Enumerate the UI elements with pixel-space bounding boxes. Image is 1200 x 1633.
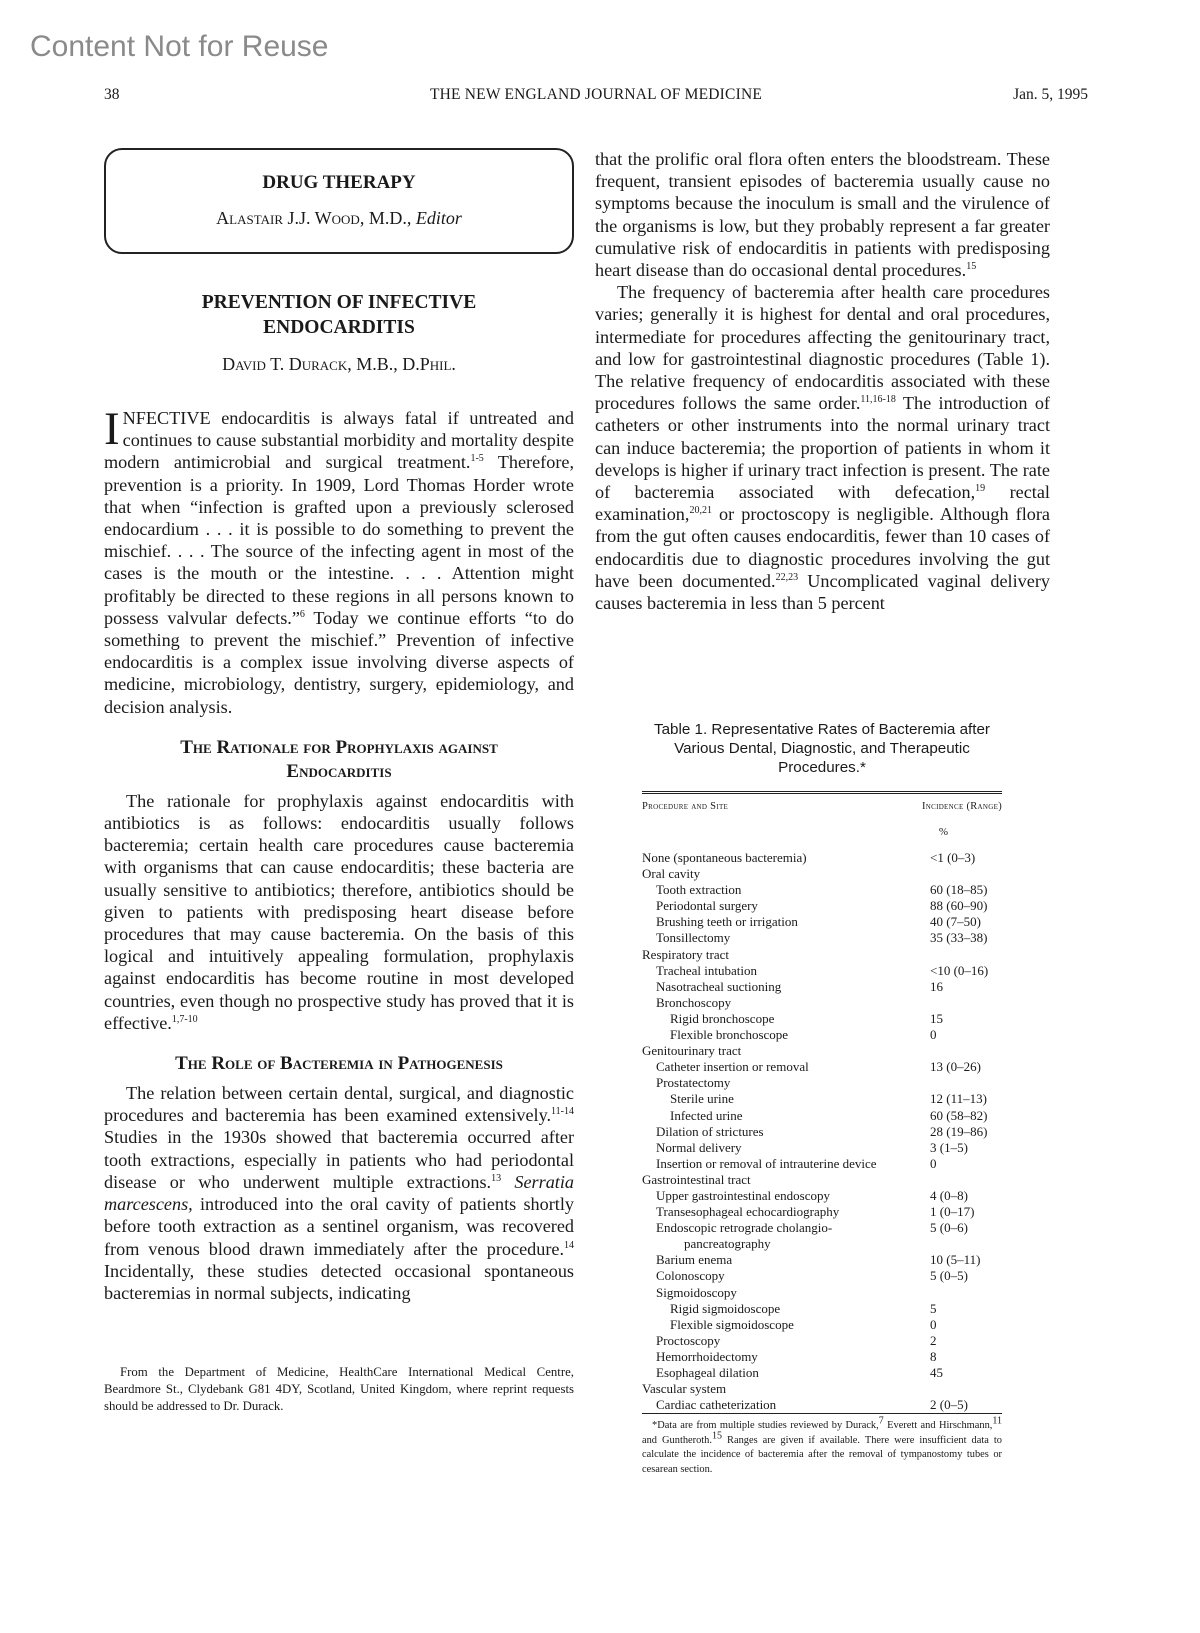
issue-date: Jan. 5, 1995 [1013, 86, 1088, 103]
citation: 6 [299, 608, 305, 620]
row-incidence: 16 [930, 978, 943, 994]
table-row [642, 1140, 1002, 1156]
table-row [642, 850, 1002, 866]
row-incidence: 13 (0–26) [930, 1059, 981, 1075]
left-column [104, 148, 574, 1415]
table-row [642, 1011, 1002, 1027]
row-procedure: Flexible bronchoscope [670, 1027, 789, 1043]
rationale-text: The rationale for prophylaxis against endocarditis with antibiotics is as follows: endocarditis usually follows bacteremia; certain health care procedures cause bacteremia with organisms that can cause endocarditis; these bacteria are usually sensitive to antibiotics; therefore, antibiotics should be given to patients with predisposing heart disease before procedures that may cause bacteremia. On the basis of this logical and intuitively appealing formulation, prophylaxis against endocarditis has become routine in most developed countries, even though no prospective study has proved that it is effective. [104, 790, 574, 1033]
table-row [642, 898, 1002, 914]
table-unit: % [938, 826, 948, 838]
table-body [642, 850, 1002, 1413]
row-procedure: Dilation of strictures [656, 1123, 764, 1139]
row-incidence: 0 [930, 1027, 937, 1043]
article-title-line2: ENDOCARDITIS [263, 317, 415, 338]
footnote-text-b: Everett and Hirschmann, [883, 1420, 993, 1432]
row-procedure: Normal delivery [656, 1139, 742, 1155]
row-incidence: 4 (0–8) [930, 1187, 968, 1203]
right-text-2b: The introduction of catheters or other instruments into the normal urinary tract can induce bacteremia; the proportion of patients in whom it develops is higher if urinary tract infection is present. The rate of bacteremia associated with defecation, [595, 393, 1050, 503]
row-procedure: None (spontaneous bacteremia) [642, 850, 807, 865]
bacteremia-text-3: introduced into the oral cavity of patients shortly before tooth extraction as a sentinel organism, was recovered from venous blood drawn immediately after the procedure. [104, 1194, 574, 1259]
bacteremia-paragraph [104, 1082, 574, 1304]
table-row [642, 866, 1002, 882]
intro-text-2: Therefore, prevention is a priority. In 1909, Lord Thomas Horder wrote that when “infection is grafted upon a previously sclerosed endocardium . . . it is possible to do something to prevent the mischief. . . . The source of the infecting agent in most of the cases is the mouth or the intestine. . . . Attention might profitably be directed to these regions in all persons known to possess valvular defects.” [104, 452, 574, 628]
table-row [642, 1027, 1002, 1043]
editor-role: Editor [415, 208, 462, 228]
bacteremia-text-4: Incidentally, these studies detected occasional spontaneous bacteremias in normal subjects, indicating [104, 1260, 574, 1303]
right-text-2a: The frequency of bacteremia after health care procedures varies; generally it is highest for dental and oral procedures, intermediate for procedures affecting the genitourinary tract, and low for gastrointestinal diagnostic procedures (Table 1). The relative frequency of endocarditis associated with these procedures follows the same order. [595, 282, 1050, 414]
running-header [104, 86, 1088, 110]
right-text-2c: rectal examination, [595, 482, 1050, 525]
row-incidence: 5 [930, 1300, 937, 1316]
table-row [642, 1075, 1002, 1091]
table-row [642, 882, 1002, 898]
editor-name: Alastair J.J. Wood, M.D., [216, 208, 412, 228]
row-procedure: Rigid bronchoscope [670, 1010, 775, 1026]
table-row [642, 1108, 1002, 1124]
table-row [642, 1220, 1002, 1236]
intro-text-3: Today we continue efforts “to do something to prevent the mischief.” Prevention of infective endocarditis is a complex issue involving diverse aspects of medicine, microbiology, dentistry, surgery, epidemiology, and decision analysis. [104, 607, 574, 717]
row-procedure: Tonsillectomy [656, 930, 731, 946]
row-procedure: Upper gastrointestinal endoscopy [656, 1187, 831, 1203]
table-row [642, 1285, 1002, 1301]
table-footnote [642, 1415, 1003, 1477]
footnote-text-c: and Guntheroth. [642, 1434, 712, 1446]
table-row [642, 1059, 1002, 1075]
author-affiliation: From the Department of Medicine, HealthCare International Medical Centre, Beardmore St., Clydebank G81 4DY, Scotland, United Kingdom, where reprint requests should be addressed to Dr. Durack. [104, 1365, 574, 1414]
row-incidence: 88 (60–90) [930, 898, 988, 914]
row-procedure: Tooth extraction [656, 882, 742, 898]
row-incidence: 0 [930, 1316, 937, 1332]
citation: 13 [491, 1172, 502, 1184]
table-row [642, 1236, 1002, 1252]
row-incidence: 45 [930, 1365, 943, 1380]
row-procedure: Bronchoscopy [656, 994, 732, 1010]
table-row [642, 963, 1002, 979]
section-heading-rationale [104, 736, 574, 784]
bacteremia-text-2: Studies in the 1930s showed that bacteremia occurred after tooth extractions, especially in patients who had periodontal disease or who underwent multiple extractions. [104, 1127, 574, 1192]
row-procedure: Prostatectomy [656, 1075, 731, 1091]
citation: 11 [992, 1415, 1003, 1427]
row-procedure: Gastrointestinal tract [642, 1171, 751, 1187]
article-author: David T. Durack, M.B., D.Phil. [222, 354, 456, 374]
row-procedure: pancreatography [684, 1236, 771, 1252]
frequency-paragraph [595, 281, 1050, 614]
citation: 11-14 [551, 1106, 574, 1118]
row-incidence: 2 (0–5) [930, 1397, 968, 1413]
row-procedure: Cardiac catheterization [656, 1397, 777, 1413]
row-procedure: Insertion or removal of intrauterine device [656, 1155, 877, 1171]
article-title [104, 290, 574, 340]
right-text-1: that the prolific oral flora often enters the bloodstream. These frequent, transient episodes of bacteremia usually cause no symptoms because the inoculum is small and the virulence of the organisms is low, but they probably represent a far greater cumulative risk of endocarditis in patients with predisposing heart disease than do occasional dental procedures. [595, 149, 1050, 281]
row-incidence: 60 (18–85) [930, 882, 988, 898]
journal-name: THE NEW ENGLAND JOURNAL OF MEDICINE [429, 86, 763, 103]
section-heading-line2: Endocarditis [286, 760, 392, 782]
citation: 11,16-18 [860, 394, 896, 406]
row-incidence: 5 (0–6) [930, 1220, 968, 1236]
table-row [642, 979, 1002, 995]
row-procedure: Genitourinary tract [642, 1043, 742, 1059]
row-procedure: Oral cavity [642, 866, 701, 882]
row-incidence: 10 (5–11) [930, 1252, 981, 1268]
row-procedure: Colonoscopy [656, 1268, 725, 1284]
row-incidence: 40 (7–50) [930, 914, 981, 930]
table-row [642, 1252, 1002, 1268]
column-header-incidence: Incidence (Range) [921, 801, 1002, 812]
right-text-2e: Uncomplicated vaginal delivery causes bacteremia in less than 5 percent [595, 570, 1050, 614]
page-number: 38 [104, 86, 120, 103]
table-row [642, 1397, 1002, 1413]
row-incidence: 3 (1–5) [930, 1139, 968, 1155]
citation: 1-5 [470, 453, 484, 465]
row-incidence: 35 (33–38) [930, 930, 988, 946]
row-incidence: <1 (0–3) [930, 850, 976, 865]
citation: 14 [564, 1239, 574, 1251]
feature-department: DRUG THERAPY [262, 172, 416, 193]
citation: 22,23 [775, 571, 799, 583]
feature-box [104, 148, 574, 254]
drop-cap: I [104, 403, 120, 455]
section-heading-bacteremia: The Role of Bacteremia in Pathogenesis [175, 1053, 503, 1075]
row-procedure: Barium enema [656, 1252, 733, 1268]
row-procedure: Sterile urine [670, 1091, 734, 1107]
intro-paragraph [104, 403, 574, 718]
table-row [642, 1156, 1002, 1172]
row-procedure: Proctoscopy [656, 1332, 721, 1348]
row-incidence: 0 [930, 1155, 937, 1171]
row-incidence: 1 (0–17) [930, 1204, 975, 1220]
row-incidence: 60 (58–82) [930, 1107, 988, 1123]
row-procedure: Esophageal dilation [656, 1365, 759, 1380]
row-procedure: Periodontal surgery [656, 898, 758, 914]
row-procedure: Hemorrhoidectomy [656, 1348, 758, 1364]
table-1 [642, 720, 1002, 1478]
intro-text-1: NFECTIVE endocarditis is always fatal if untreated and continues to cause substantial morbidity and mortality despite modern antimicrobial and surgical treatment. [104, 408, 574, 473]
table-row [642, 1268, 1002, 1284]
section-heading-line1: The Rationale for Prophylaxis against [180, 736, 498, 758]
citation: 15 [966, 260, 977, 272]
table-title: Table 1. Representative Rates of Bacteremia after Various Dental, Diagnostic, and Therapeutic Procedures.* [654, 721, 990, 776]
table-row [642, 930, 1002, 946]
table-row [642, 1301, 1002, 1317]
column-header-procedure: Procedure and Site [642, 801, 729, 812]
row-procedure: Brushing teeth or irrigation [656, 914, 798, 930]
row-procedure: Respiratory tract [642, 946, 729, 962]
table-row [642, 1043, 1002, 1059]
row-incidence: <10 (0–16) [930, 962, 989, 978]
row-procedure: Rigid sigmoidoscope [670, 1300, 781, 1316]
watermark: Content Not for Reuse [30, 30, 329, 63]
citation: 19 [975, 482, 986, 494]
table-row [642, 1124, 1002, 1140]
table-row [642, 1333, 1002, 1349]
table-row [642, 914, 1002, 930]
right-column [595, 148, 1050, 614]
feature-editor [106, 208, 572, 229]
continued-paragraph [595, 148, 1050, 281]
citation: 1,7-10 [171, 1013, 198, 1025]
rationale-paragraph [104, 790, 574, 1034]
row-procedure: Catheter insertion or removal [656, 1059, 809, 1075]
citation: 7 [878, 1415, 884, 1427]
row-incidence: 12 (11–13) [930, 1091, 987, 1107]
footnote-text-d: Ranges are given if available. There were insufficient data to calculate the incidence of bacteremia after the removal of tympanostomy tubes or cesarean section. [642, 1434, 1002, 1476]
table-row [642, 1188, 1002, 1204]
table-bottom-rule [642, 1413, 1002, 1414]
row-procedure: Infected urine [670, 1107, 743, 1123]
row-procedure: Vascular system [642, 1381, 727, 1397]
table-row [642, 995, 1002, 1011]
table-row [642, 1172, 1002, 1188]
table-row [642, 1204, 1002, 1220]
citation: 20,21 [689, 505, 712, 517]
row-procedure: Sigmoidoscopy [656, 1284, 737, 1300]
bacteremia-text-1: The relation between certain dental, surgical, and diagnostic procedures and bacteremia has been examined extensively. [104, 1083, 574, 1126]
table-header [642, 794, 1002, 820]
row-procedure: Nasotracheal suctioning [656, 978, 782, 994]
row-procedure: Flexible sigmoidoscope [670, 1316, 794, 1332]
row-incidence: 2 [930, 1332, 937, 1348]
table-row [642, 1381, 1002, 1397]
table-row [642, 1317, 1002, 1333]
table-row [642, 1349, 1002, 1365]
table-row [642, 1365, 1002, 1381]
row-incidence: 8 [930, 1348, 937, 1364]
table-row [642, 947, 1002, 963]
row-incidence: 28 (19–86) [930, 1123, 988, 1139]
species-name: Serratia marcescens, [104, 1171, 575, 1215]
row-procedure: Transesophageal echocardiography [656, 1204, 840, 1220]
right-text-2d: or proctoscopy is negligible. Although flora from the gut often causes endocarditis, fewer than 10 cases of endocarditis due to diagnostic procedures involving the gut have been documented. [595, 504, 1050, 591]
footnote-text-a: *Data are from multiple studies reviewed by Durack, [652, 1420, 879, 1432]
row-procedure: Tracheal intubation [656, 962, 757, 978]
row-incidence: 5 (0–5) [930, 1268, 968, 1284]
citation: 15 [711, 1430, 722, 1442]
table-row [642, 1091, 1002, 1107]
row-incidence: 15 [930, 1010, 943, 1026]
row-procedure: Endoscopic retrograde cholangio- [656, 1220, 833, 1236]
article-title-line1: PREVENTION OF INFECTIVE [201, 292, 477, 313]
